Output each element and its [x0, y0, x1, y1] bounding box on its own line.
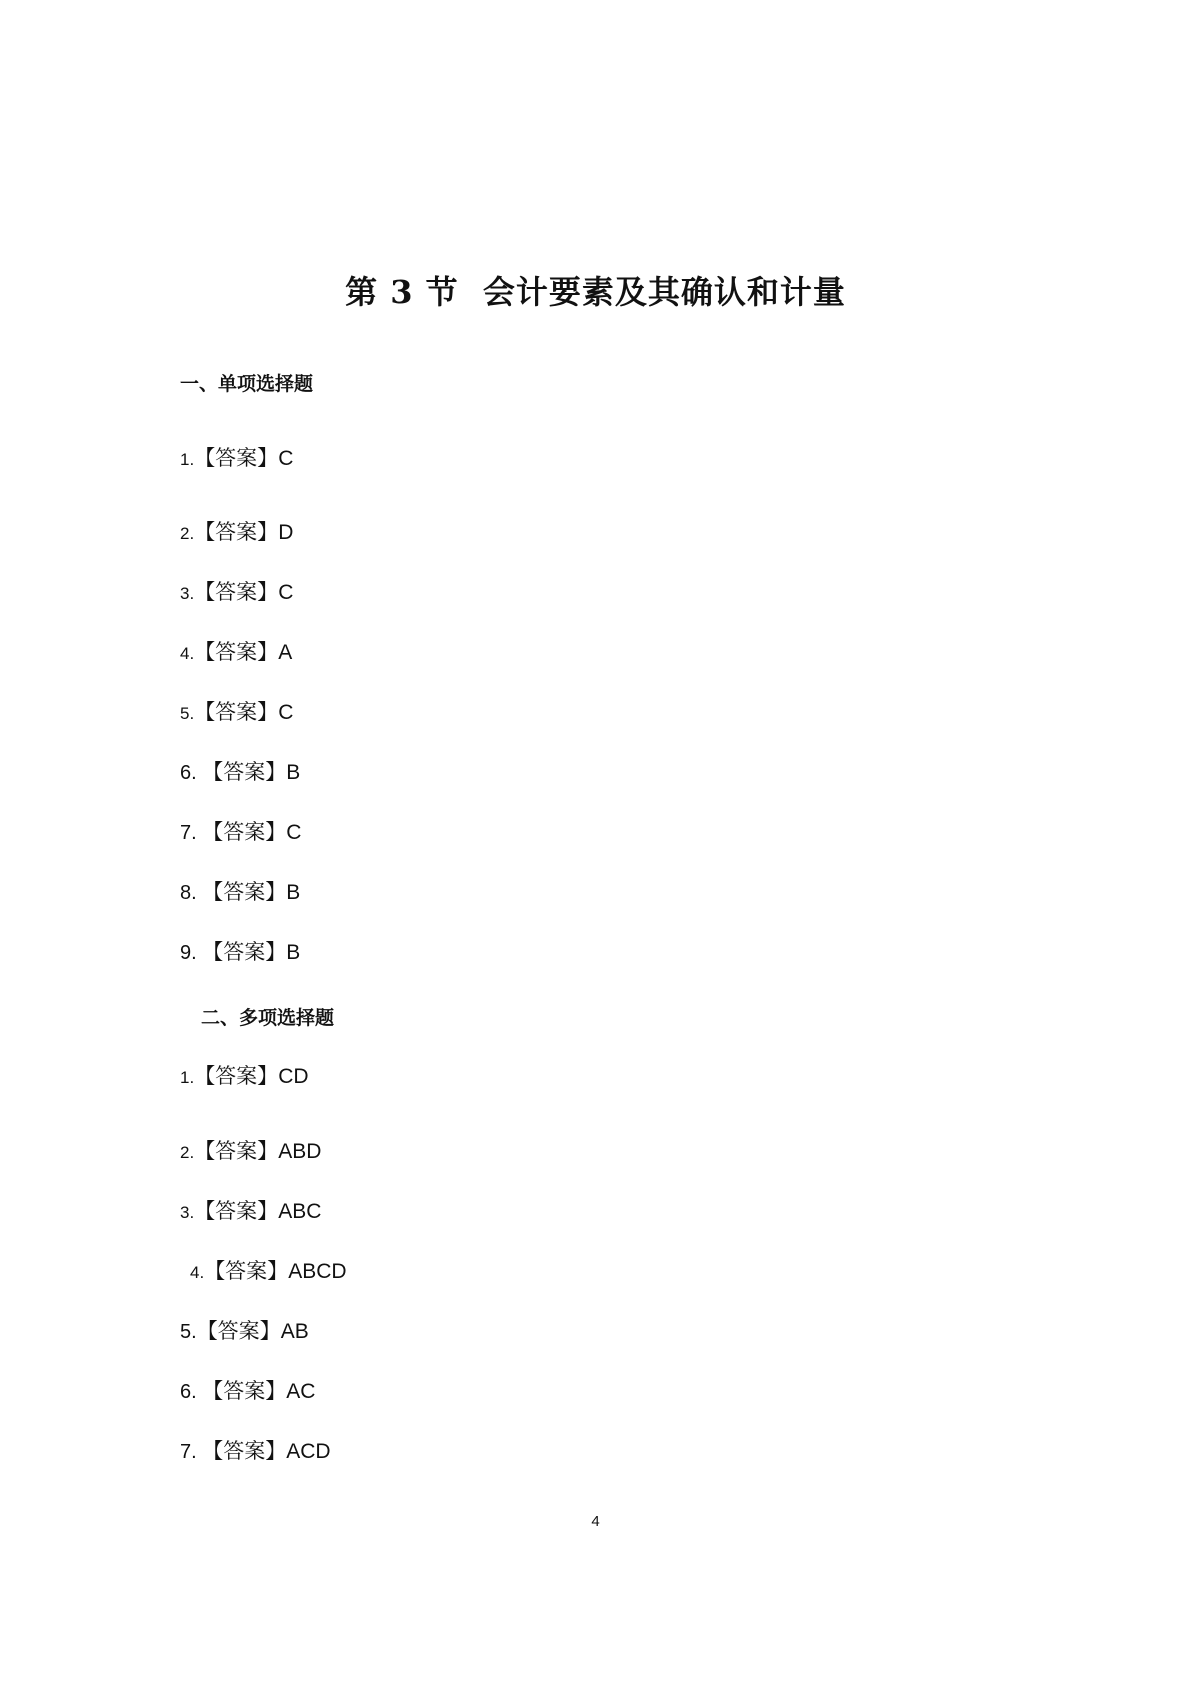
answer-label: 【答案】 [194, 1200, 279, 1223]
answer-item [180, 641, 292, 667]
answer-label: 【答案】 [202, 941, 287, 964]
item-number: 4. [190, 1263, 205, 1282]
answer-value: ABD [278, 1140, 322, 1163]
answer-item [180, 941, 300, 967]
answer-label: 【答案】 [194, 581, 279, 604]
item-number: 3. [180, 584, 195, 603]
item-number: 9. [180, 942, 203, 964]
answer-label: 【答案】 [202, 761, 287, 784]
item-number: 6. [180, 1381, 203, 1403]
page-number: 4 [591, 1513, 600, 1530]
answer-item [180, 1380, 315, 1406]
item-number: 5. [180, 1321, 197, 1343]
item-number: 1. [180, 450, 195, 469]
item-number: 2. [180, 1143, 195, 1162]
answer-item [180, 701, 293, 727]
answer-value: AB [280, 1320, 309, 1343]
answer-item [190, 1260, 347, 1286]
answer-label: 【答案】 [204, 1260, 289, 1283]
item-number: 8. [180, 882, 203, 904]
answer-label: 【答案】 [194, 1140, 279, 1163]
answer-value: A [278, 641, 293, 664]
answer-value: B [286, 941, 301, 964]
answer-label: 【答案】 [194, 641, 279, 664]
answer-label: 【答案】 [194, 1065, 279, 1088]
answer-label: 【答案】 [202, 1440, 287, 1463]
item-number: 1. [180, 1068, 195, 1087]
answer-item [180, 821, 301, 847]
answer-value: ABCD [288, 1260, 347, 1283]
answer-item [180, 1440, 331, 1466]
page-title: 第 3 节 会计要素及其确认和计量 [345, 273, 846, 311]
item-number: 5. [180, 704, 195, 723]
item-number: 7. [180, 1441, 203, 1463]
item-number: 6. [180, 762, 203, 784]
answer-label: 【答案】 [194, 701, 279, 724]
answer-value: C [278, 447, 294, 470]
item-number: 3. [180, 1203, 195, 1222]
answer-value: C [278, 581, 294, 604]
answer-value: ABC [278, 1200, 322, 1223]
answer-item [180, 881, 300, 907]
answer-label: 【答案】 [202, 881, 287, 904]
item-number: 7. [180, 822, 203, 844]
answer-value: B [286, 881, 301, 904]
answer-value: D [278, 521, 294, 544]
answer-value: CD [278, 1065, 309, 1088]
answer-item [180, 581, 293, 607]
answer-item [180, 521, 293, 547]
answer-item [180, 1140, 321, 1166]
item-number: 4. [180, 644, 195, 663]
answer-label: 【答案】 [194, 447, 279, 470]
answer-item [180, 1320, 309, 1346]
answer-item [180, 1065, 309, 1091]
section-heading-multiple-choice: 二、多项选择题 [201, 1008, 335, 1029]
section-heading-single-choice: 一、单项选择题 [180, 374, 314, 395]
answer-label: 【答案】 [202, 821, 287, 844]
answer-label: 【答案】 [202, 1380, 287, 1403]
answer-label: 【答案】 [196, 1320, 281, 1343]
answer-value: C [278, 701, 294, 724]
answer-value: ACD [286, 1440, 331, 1463]
answer-label: 【答案】 [194, 521, 279, 544]
answer-value: B [286, 761, 301, 784]
answer-value: AC [286, 1380, 316, 1403]
answer-item [180, 761, 300, 787]
item-number: 2. [180, 524, 195, 543]
answer-value: C [286, 821, 302, 844]
answer-item [180, 447, 293, 473]
answer-item [180, 1200, 321, 1226]
